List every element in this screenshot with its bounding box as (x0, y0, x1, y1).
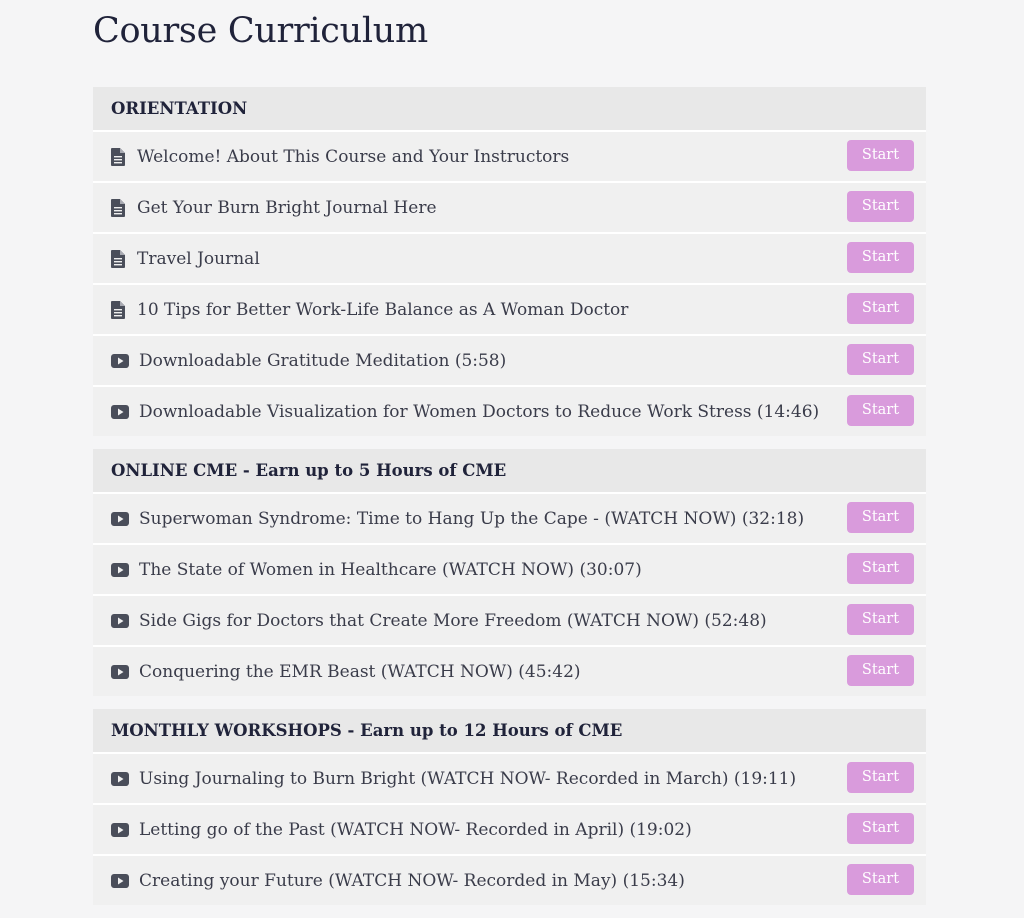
lecture-title[interactable]: Conquering the EMR Beast (WATCH NOW) (45:42) (139, 661, 581, 682)
section-title: ONLINE CME - Earn up to 5 Hours of CME (111, 461, 507, 480)
lecture-row[interactable] (93, 183, 926, 234)
start-button[interactable]: Start (847, 762, 914, 793)
start-button[interactable]: Start (847, 242, 914, 273)
lecture-title[interactable]: Welcome! About This Course and Your Instructors (137, 146, 570, 167)
video-icon (111, 563, 131, 577)
lecture-title[interactable]: Using Journaling to Burn Bright (WATCH NOW- Recorded in March) (19:11) (139, 768, 797, 789)
start-button[interactable]: Start (847, 553, 914, 584)
curriculum-section (93, 709, 926, 905)
start-button[interactable]: Start (847, 140, 914, 171)
lecture-title[interactable]: Superwoman Syndrome: Time to Hang Up the Cape - (WATCH NOW) (32:18) (139, 508, 805, 529)
video-icon (111, 614, 131, 628)
video-icon (111, 665, 131, 679)
section-title: MONTHLY WORKSHOPS - Earn up to 12 Hours of CME (111, 721, 623, 740)
start-button[interactable]: Start (847, 293, 914, 324)
start-button[interactable]: Start (847, 395, 914, 426)
curriculum-section (93, 87, 926, 436)
start-button[interactable]: Start (847, 813, 914, 844)
lecture-row[interactable] (93, 805, 926, 856)
lecture-row[interactable] (93, 596, 926, 647)
start-button[interactable]: Start (847, 655, 914, 686)
lecture-row[interactable] (93, 754, 926, 805)
lecture-title[interactable]: Travel Journal (137, 248, 260, 269)
section-header (93, 87, 926, 132)
lecture-row[interactable] (93, 545, 926, 596)
video-icon (111, 772, 131, 786)
curriculum-section (93, 449, 926, 696)
curriculum-sections (93, 87, 926, 918)
lecture-title[interactable]: Side Gigs for Doctors that Create More Freedom (WATCH NOW) (52:48) (139, 610, 767, 631)
lecture-title[interactable]: Creating your Future (WATCH NOW- Recorded in May) (15:34) (139, 870, 685, 891)
lecture-row[interactable] (93, 647, 926, 696)
lecture-row[interactable] (93, 234, 926, 285)
lecture-row[interactable] (93, 494, 926, 545)
lecture-row[interactable] (93, 132, 926, 183)
section-title: ORIENTATION (111, 99, 248, 118)
start-button[interactable]: Start (847, 604, 914, 635)
start-button[interactable]: Start (847, 344, 914, 375)
section-header (93, 449, 926, 494)
lecture-title[interactable]: 10 Tips for Better Work-Life Balance as A Woman Doctor (137, 299, 629, 320)
lecture-row[interactable] (93, 336, 926, 387)
start-button[interactable]: Start (847, 191, 914, 222)
document-icon (111, 199, 131, 217)
lecture-title[interactable]: Letting go of the Past (WATCH NOW- Recorded in April) (19:02) (139, 819, 692, 840)
lecture-title[interactable]: Get Your Burn Bright Journal Here (137, 197, 437, 218)
start-button[interactable]: Start (847, 864, 914, 895)
video-icon (111, 354, 131, 368)
document-icon (111, 250, 131, 268)
lecture-title[interactable]: Downloadable Visualization for Women Doctors to Reduce Work Stress (14:46) (139, 401, 820, 422)
section-header (93, 709, 926, 754)
lecture-row[interactable] (93, 387, 926, 436)
lecture-row[interactable] (93, 856, 926, 905)
video-icon (111, 405, 131, 419)
lecture-title[interactable]: Downloadable Gratitude Meditation (5:58) (139, 350, 507, 371)
lecture-title[interactable]: The State of Women in Healthcare (WATCH NOW) (30:07) (139, 559, 642, 580)
lecture-row[interactable] (93, 285, 926, 336)
document-icon (111, 148, 131, 166)
video-icon (111, 512, 131, 526)
page-title: Course Curriculum (93, 11, 428, 51)
document-icon (111, 301, 131, 319)
video-icon (111, 874, 131, 888)
start-button[interactable]: Start (847, 502, 914, 533)
video-icon (111, 823, 131, 837)
